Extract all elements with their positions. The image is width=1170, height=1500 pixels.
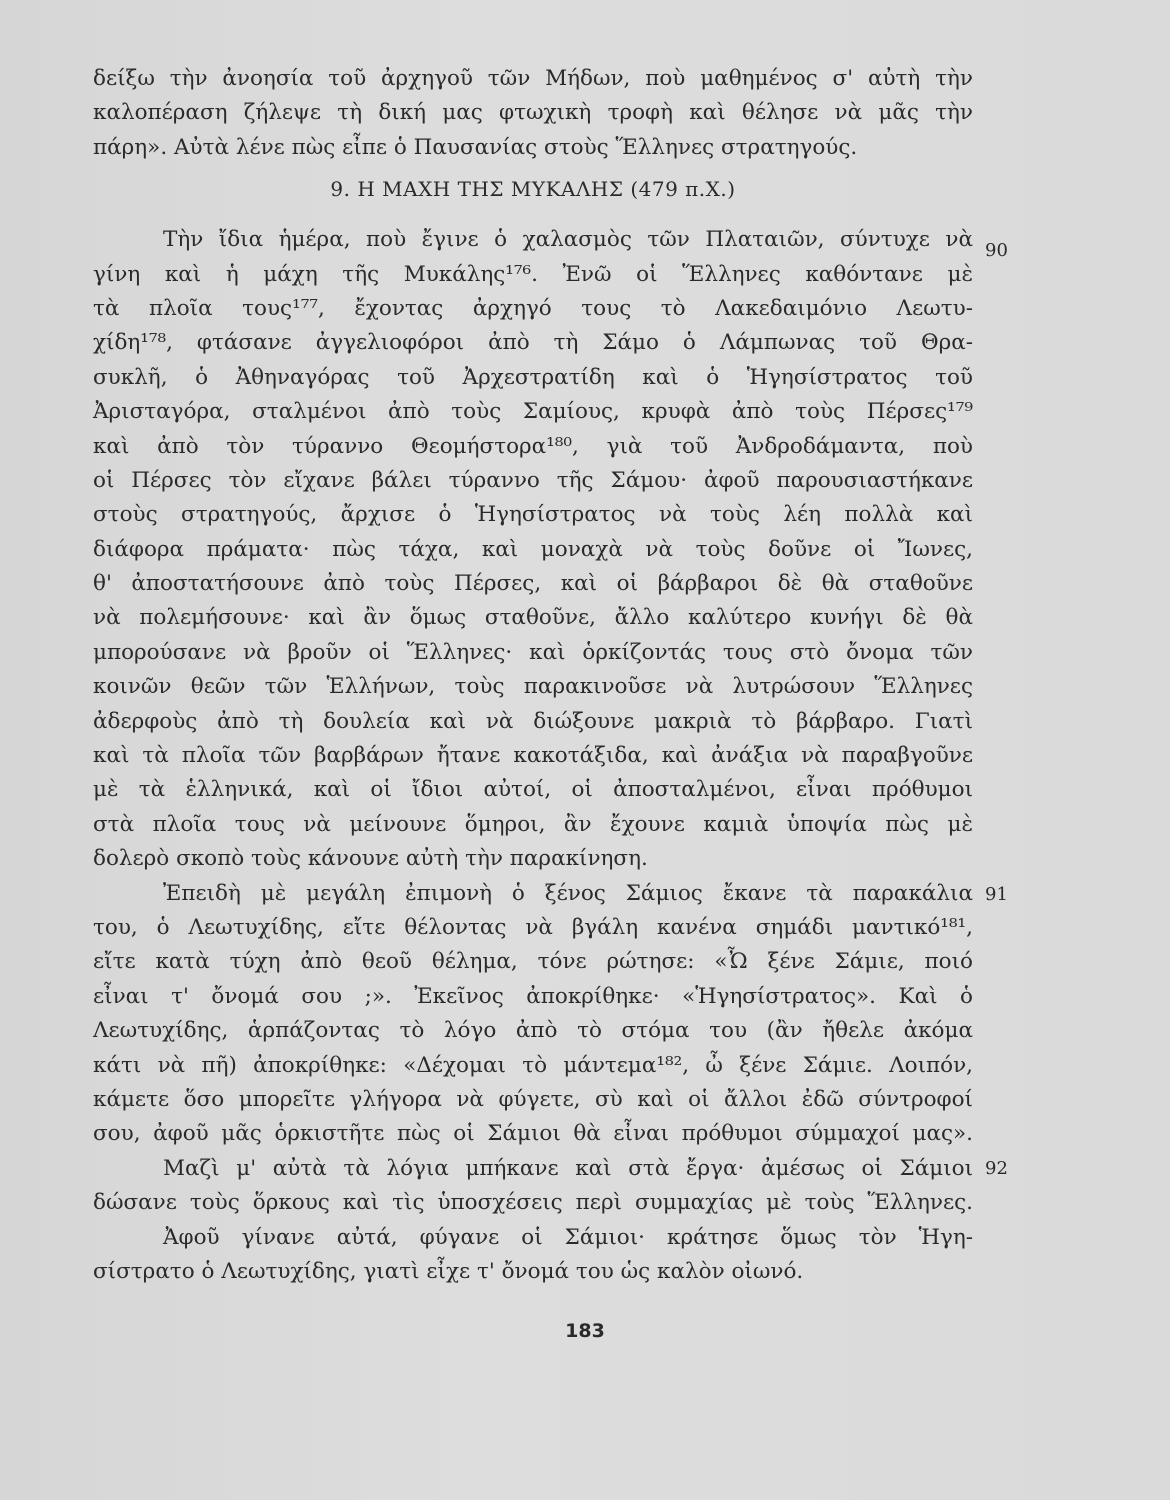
text-block bbox=[93, 62, 973, 1289]
text-line: καλοπέραση ζήλεψε τὴ δική μας φτωχικὴ τροφὴ καὶ θέλησε νὰ μᾶς τὴν bbox=[93, 100, 973, 126]
text-line: ἀδερφοὺς ἀπὸ τὴ δουλεία καὶ νὰ διώξουνε μακριὰ τὸ βάρβαρο. Γιατὶ bbox=[93, 708, 973, 734]
text-line: εἴτε κατὰ τύχη ἀπὸ θεοῦ θέλημα, τόνε ρώτησε: «Ὦ ξένε Σάμιε, ποιό bbox=[93, 949, 973, 975]
text-line: θ' ἀποστατήσουνε ἀπὸ τοὺς Πέρσες, καὶ οἱ βάρβαροι δὲ θὰ σταθοῦνε bbox=[93, 571, 973, 597]
text-line: συκλῆ, ὁ Ἀθηναγόρας τοῦ Ἀρχεστρατίδη καὶ ὁ Ἡγησίστρατος τοῦ bbox=[93, 364, 973, 390]
text-line: σου, ἀφοῦ μᾶς ὁρκιστῆτε πὼς οἱ Σάμιοι θὰ εἶναι πρόθυμοι σύμμαχοί μας». bbox=[93, 1121, 973, 1147]
text-line: Λεωτυχίδης, ἁρπάζοντας τὸ λόγο ἀπὸ τὸ στόμα του (ἂν ἤθελε ἀκόμα bbox=[93, 1018, 973, 1044]
text-line: Ἀρισταγόρα, σταλμένοι ἀπὸ τοὺς Σαμίους, κρυφὰ ἀπὸ τοὺς Πέρσες¹⁷⁹ bbox=[93, 399, 973, 425]
text-line: Μαζὶ μ' αὐτὰ τὰ λόγια μπήκανε καὶ στὰ ἔργα· ἀμέσως οἱ Σάμιοι bbox=[163, 1155, 973, 1181]
margin-section-number: 90 bbox=[985, 240, 1008, 261]
text-line: στὰ πλοῖα τους νὰ μείνουνε ὅμηροι, ἂν ἔχουνε καμιὰ ὑποψία πὼς μὲ bbox=[93, 811, 973, 837]
text-line: δώσανε τοὺς ὅρκους καὶ τὶς ὑποσχέσεις περὶ συμμαχίας μὲ τοὺς Ἕλληνες. bbox=[93, 1190, 973, 1216]
text-line: κάμετε ὅσο μπορεῖτε γλήγορα νὰ φύγετε, σὺ καὶ οἱ ἄλλοι ἐδῶ σύντροφοί bbox=[93, 1086, 973, 1112]
section-heading: 9. Η ΜΑΧΗ ΤΗΣ ΜΥΚΑΛΗΣ (479 π.Χ.) bbox=[330, 177, 736, 202]
text-line: νὰ πολεμήσουνε· καὶ ἂν ὅμως σταθοῦνε, ἄλλο καλύτερο κυνήγι δὲ θὰ bbox=[93, 605, 973, 631]
text-line: του, ὁ Λεωτυχίδης, εἴτε θέλοντας νὰ βγάλη κανένα σημάδι μαντικό¹⁸¹, bbox=[93, 914, 973, 940]
text-line: χίδη¹⁷⁸, φτάσανε ἀγγελιοφόροι ἀπὸ τὴ Σάμο ὁ Λάμπωνας τοῦ Θρα- bbox=[93, 330, 973, 356]
text-line: στοὺς στρατηγούς, ἄρχισε ὁ Ἡγησίστρατος νὰ τοὺς λέη πολλὰ καὶ bbox=[93, 502, 973, 528]
text-line: κάτι νὰ πῆ) ἀποκρίθηκε: «Δέχομαι τὸ μάντεμα¹⁸², ὦ ξένε Σάμιε. Λοιπόν, bbox=[93, 1052, 973, 1078]
text-line: καὶ ἀπὸ τὸν τύραννο Θεομήστορα¹⁸⁰, γιὰ τοῦ Ἀνδροδάμαντα, ποὺ bbox=[93, 433, 973, 459]
page-number: 183 bbox=[565, 1320, 605, 1342]
text-line: διάφορα πράματα· πὼς τάχα, καὶ μοναχὰ νὰ τοὺς δοῦνε οἱ Ἴωνες, bbox=[93, 536, 973, 562]
text-line: οἱ Πέρσες τὸν εἴχανε βάλει τύραννο τῆς Σάμου· ἀφοῦ παρουσιαστήκανε bbox=[93, 467, 973, 493]
text-line: πάρη». Αὐτὰ λένε πὼς εἶπε ὁ Παυσανίας στοὺς Ἕλληνες στρατηγούς. bbox=[93, 134, 858, 160]
text-line: εἶναι τ' ὄνομά σου ;». Ἐκεῖνος ἀποκρίθηκε· «Ἡγησίστρατος». Καὶ ὁ bbox=[93, 983, 973, 1009]
text-line: μπορούσανε νὰ βροῦν οἱ Ἕλληνες· καὶ ὁρκίζοντάς τους στὸ ὄνομα τῶν bbox=[93, 639, 973, 665]
text-line: Ἀφοῦ γίνανε αὐτά, φύγανε οἱ Σάμιοι· κράτησε ὅμως τὸν Ἡγη- bbox=[163, 1224, 973, 1250]
text-line: μὲ τὰ ἑλληνικά, καὶ οἱ ἴδιοι αὐτοί, οἱ ἀποσταλμένοι, εἶναι πρόθυμοι bbox=[93, 777, 973, 803]
margin-section-number: 92 bbox=[985, 1158, 1008, 1179]
text-line: γίνη καὶ ἡ μάχη τῆς Μυκάλης¹⁷⁶. Ἐνῶ οἱ Ἕλληνες καθόντανε μὲ bbox=[93, 261, 973, 287]
text-line: τὰ πλοῖα τους¹⁷⁷, ἔχοντας ἀρχηγό τους τὸ Λακεδαιμόνιο Λεωτυ- bbox=[93, 295, 973, 321]
text-line: δείξω τὴν ἀνοησία τοῦ ἀρχηγοῦ τῶν Μήδων, ποὺ μαθημένος σ' αὐτὴ τὴν bbox=[93, 66, 973, 91]
text-line: Τὴν ἴδια ἡμέρα, ποὺ ἔγινε ὁ χαλασμὸς τῶν Πλαταιῶν, σύντυχε νὰ bbox=[163, 227, 973, 253]
text-line: σίστρατο ὁ Λεωτυχίδης, γιατὶ εἶχε τ' ὄνομά του ὡς καλὸν οἰωνό. bbox=[93, 1258, 804, 1284]
margin-section-number: 91 bbox=[985, 884, 1008, 905]
text-line: Ἐπειδὴ μὲ μεγάλη ἐπιμονὴ ὁ ξένος Σάμιος ἔκανε τὰ παρακάλια bbox=[163, 880, 973, 906]
text-line: κοινῶν θεῶν τῶν Ἑλλήνων, τοὺς παρακινοῦσε νὰ λυτρώσουν Ἕλληνες bbox=[93, 674, 973, 700]
text-line: δολερὸ σκοπὸ τοὺς κάνουνε αὐτὴ τὴν παρακίνηση. bbox=[93, 846, 648, 872]
text-line: καὶ τὰ πλοῖα τῶν βαρβάρων ἤτανε κακοτάξιδα, καὶ ἀνάξια νὰ παραβγοῦνε bbox=[93, 743, 973, 769]
